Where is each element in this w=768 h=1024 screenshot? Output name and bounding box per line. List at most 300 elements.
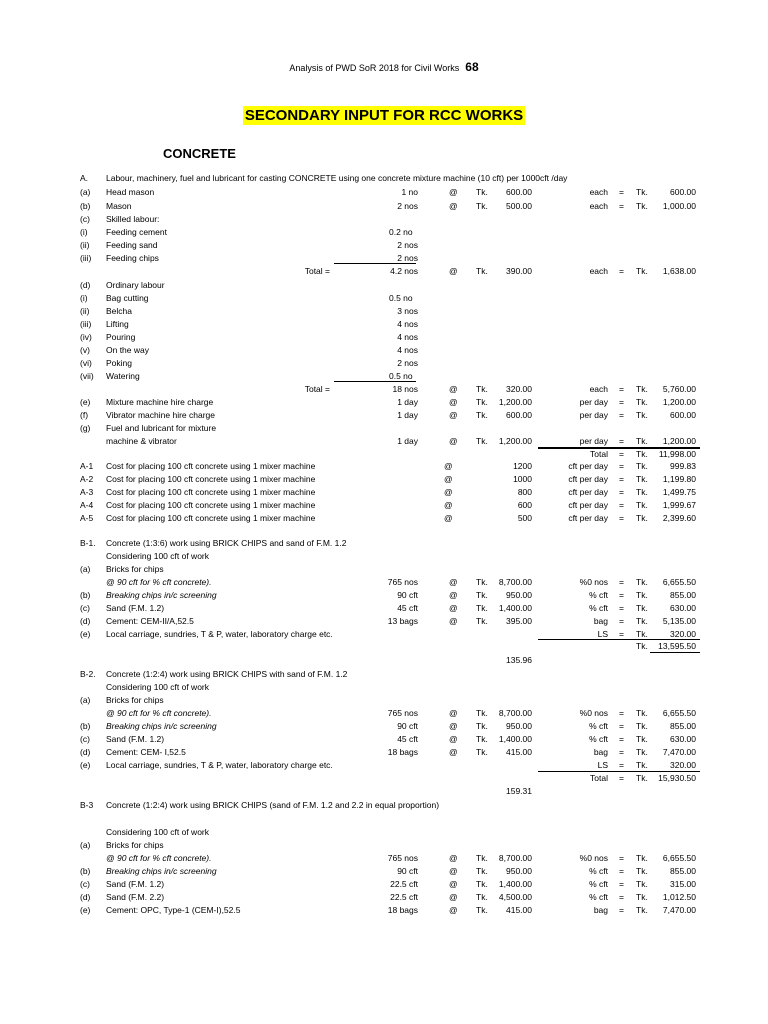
cell-desc: Feeding sand: [106, 240, 158, 250]
cell-code: (i): [80, 293, 88, 303]
cell-code: (a): [80, 187, 91, 197]
table-row: [0, 589, 768, 602]
cell-tk2: Tk.: [636, 187, 648, 197]
cell-rate: 415.00: [506, 747, 532, 757]
cell-eq: =: [619, 629, 624, 639]
rule-line: [538, 771, 700, 772]
cell-rate: 135.96: [506, 655, 532, 665]
cell-desc: Sand (F.M. 1.2): [106, 734, 165, 744]
cell-desc: machine & vibrator: [106, 436, 177, 446]
cell-rate: 600: [517, 500, 532, 510]
cell-rate: 320.00: [506, 384, 532, 394]
cell-at: @: [449, 201, 458, 211]
cell-eq: =: [619, 500, 624, 510]
cell-totl: Total =: [304, 266, 330, 276]
cell-at: @: [449, 397, 458, 407]
cell-unit: cft per day: [568, 500, 608, 510]
cell-desc: Skilled labour:: [106, 214, 160, 224]
cell-tk: Tk.: [476, 892, 488, 902]
cell-at: @: [449, 410, 458, 420]
cell-eq: =: [619, 474, 624, 484]
cell-rate: 1,400.00: [498, 879, 532, 889]
table-row: [0, 550, 768, 563]
cell-desc: @ 90 cft for % cft concrete).: [106, 853, 212, 863]
cell-rate: 415.00: [506, 905, 532, 915]
table-row: [0, 878, 768, 891]
cell-eq: =: [619, 866, 624, 876]
cell-rate: 500: [517, 513, 532, 523]
cell-unit: per day: [579, 410, 608, 420]
cell-code: (c): [80, 879, 90, 889]
cell-at: @: [449, 879, 458, 889]
cell-desc: Cost for placing 100 cft concrete using 1 mixer machine: [106, 474, 316, 484]
cell-qty: 90 cft: [397, 590, 418, 600]
cell-unit: each: [589, 384, 608, 394]
cell-qty: 2 nos: [397, 201, 418, 211]
table-row: [0, 172, 768, 185]
cell-amt: 15,930.50: [658, 773, 696, 783]
rule-line: [650, 652, 700, 653]
cell-qty: 765 nos: [387, 577, 418, 587]
cell-desc: Feeding cement: [106, 227, 167, 237]
cell-unit: % cft: [589, 866, 608, 876]
cell-desc: Cost for placing 100 cft concrete using 1 mixer machine: [106, 487, 316, 497]
cell-rate: 1200: [513, 461, 532, 471]
cell-unit: % cft: [589, 590, 608, 600]
cell-eq: =: [619, 616, 624, 626]
table-row: [0, 409, 768, 422]
cell-amt: 630.00: [670, 734, 696, 744]
cell-amt: 855.00: [670, 721, 696, 731]
cell-tk: Tk.: [476, 734, 488, 744]
cell-code: (iv): [80, 332, 92, 342]
table-row: [0, 799, 768, 812]
cell-rate: 1,400.00: [498, 603, 532, 613]
cell-qty: 4 nos: [397, 332, 418, 342]
table-row: [0, 318, 768, 331]
cell-desc: Cost for placing 100 cft concrete using 1 mixer machine: [106, 500, 316, 510]
cell-eq: =: [619, 747, 624, 757]
cell-tk: Tk.: [476, 266, 488, 276]
section-heading: CONCRETE: [163, 146, 236, 161]
cell-unit: %0 nos: [579, 708, 608, 718]
table-row: [0, 602, 768, 615]
cell-at: @: [449, 708, 458, 718]
cell-desc: Concrete (1:3:6) work using BRICK CHIPS and sand of F.M. 1.2: [106, 538, 347, 548]
table-row: [0, 396, 768, 409]
cell-amt: 6,655.50: [662, 708, 696, 718]
cell-rate: 390.00: [506, 266, 532, 276]
cell-rate: 950.00: [506, 590, 532, 600]
table-row: [0, 654, 768, 667]
cell-tk: Tk.: [476, 590, 488, 600]
cell-unit: Total: [590, 449, 608, 459]
cell-desc: Sand (F.M. 2.2): [106, 892, 165, 902]
cell-amt: 999.83: [670, 461, 696, 471]
cell-amt: 855.00: [670, 590, 696, 600]
cell-code: A-1: [80, 461, 94, 471]
cell-rate: 1000: [513, 474, 532, 484]
cell-tk: Tk.: [476, 747, 488, 757]
cell-rate: 600.00: [506, 187, 532, 197]
cell-qty: 765 nos: [387, 853, 418, 863]
cell-desc: @ 90 cft for % cft concrete).: [106, 708, 212, 718]
cell-tk2: Tk.: [636, 866, 648, 876]
cell-unit: LS: [597, 629, 608, 639]
cell-unit: per day: [579, 436, 608, 446]
cell-qty: 765 nos: [387, 708, 418, 718]
cell-tk: Tk.: [476, 616, 488, 626]
cell-tk: Tk.: [476, 879, 488, 889]
cell-rate: 950.00: [506, 721, 532, 731]
cell-qty: 2 nos: [397, 240, 418, 250]
cell-code: (b): [80, 721, 91, 731]
cell-code: (iii): [80, 253, 92, 263]
cell-desc: Considering 100 cft of work: [106, 551, 209, 561]
cell-unit: cft per day: [568, 474, 608, 484]
cell-desc: Local carriage, sundries, T & P, water, laboratory charge etc.: [106, 760, 333, 770]
cell-qty: 13 bags: [387, 616, 418, 626]
cell-tk2: Tk.: [636, 708, 648, 718]
cell-rate: 600.00: [506, 410, 532, 420]
cell-amt: 630.00: [670, 603, 696, 613]
cell-eq: =: [619, 721, 624, 731]
cell-unit: cft per day: [568, 487, 608, 497]
cell-code: (d): [80, 616, 91, 626]
table-row: [0, 226, 768, 239]
cell-desc: Local carriage, sundries, T & P, water, laboratory charge etc.: [106, 629, 333, 639]
cell-code: (f): [80, 410, 89, 420]
cell-eq: =: [619, 201, 624, 211]
cell-desc: Mixture machine hire charge: [106, 397, 214, 407]
cell-rate: 1,400.00: [498, 734, 532, 744]
rule-line: [334, 263, 416, 264]
cell-at: @: [449, 436, 458, 446]
cell-unit: % cft: [589, 734, 608, 744]
cell-code: (e): [80, 629, 91, 639]
cell-desc: Cost for placing 100 cft concrete using 1 mixer machine: [106, 461, 316, 471]
cell-code: (d): [80, 747, 91, 757]
cell-unit: cft per day: [568, 461, 608, 471]
table-row: [0, 239, 768, 252]
cell-amt: 7,470.00: [662, 905, 696, 915]
cell-eq: =: [619, 487, 624, 497]
cell-eq: =: [619, 397, 624, 407]
cell-desc: Bag cutting: [106, 293, 149, 303]
cell-eq: =: [619, 577, 624, 587]
cell-desc: Bricks for chips: [106, 840, 164, 850]
cell-desc: Fuel and lubricant for mixture: [106, 423, 217, 433]
cell-tk: Tk.: [476, 384, 488, 394]
cell-tk2: Tk.: [636, 266, 648, 276]
cell-code: (i): [80, 227, 88, 237]
cell-qty: 18 bags: [387, 747, 418, 757]
cell-eq: =: [619, 905, 624, 915]
cell-code: (e): [80, 760, 91, 770]
cell-desc: Lifting: [106, 319, 129, 329]
table-row: [0, 357, 768, 370]
cell-qty: 18 bags: [387, 905, 418, 915]
cell-eq: =: [619, 760, 624, 770]
cell-qty: 1 day: [397, 436, 418, 446]
cell-code: (ii): [80, 306, 90, 316]
cell-eq: =: [619, 266, 624, 276]
cell-amt: 13,595.50: [658, 641, 696, 651]
cell-at: @: [449, 603, 458, 613]
cell-totl: Total =: [304, 384, 330, 394]
cell-code: (b): [80, 201, 91, 211]
cell-amt: 7,470.00: [662, 747, 696, 757]
table-row: [0, 694, 768, 707]
table-row: [0, 213, 768, 226]
cell-at: @: [449, 853, 458, 863]
cell-rate: 8,700.00: [498, 853, 532, 863]
cell-at: @: [449, 577, 458, 587]
cell-eq: =: [619, 879, 624, 889]
cell-code: (vi): [80, 358, 92, 368]
cell-eq: =: [619, 892, 624, 902]
cell-eq: =: [619, 708, 624, 718]
cell-desc: Breaking chips in/c screening: [106, 721, 217, 731]
table-row: [0, 826, 768, 839]
cell-code: (a): [80, 564, 91, 574]
cell-code: (c): [80, 603, 90, 613]
cell-qty: 4.2 nos: [390, 266, 418, 276]
cell-desc: Ordinary labour: [106, 280, 165, 290]
cell-desc: Cement: CEM-II/A,52.5: [106, 616, 194, 626]
cell-amt: 6,655.50: [662, 853, 696, 863]
cell-desc: Head mason: [106, 187, 155, 197]
table-row: [0, 344, 768, 357]
cell-desc: Bricks for chips: [106, 695, 164, 705]
table-row: [0, 668, 768, 681]
cell-code: A-4: [80, 500, 94, 510]
table-row: [0, 839, 768, 852]
cell-qty: 3 nos: [397, 306, 418, 316]
cell-tk: Tk.: [476, 853, 488, 863]
cell-desc: Cement: OPC, Type-1 (CEM-I),52.5: [106, 905, 241, 915]
table-row: [0, 486, 768, 499]
cell-amt: 600.00: [670, 410, 696, 420]
cell-desc: Vibrator machine hire charge: [106, 410, 215, 420]
cell-unit: % cft: [589, 603, 608, 613]
running-title: Analysis of PWD SoR 2018 for Civil Works: [289, 63, 460, 73]
cell-qty: 2 nos: [397, 358, 418, 368]
cell-qty: 18 nos: [392, 384, 418, 394]
table-row: [0, 186, 768, 199]
cell-desc: Bricks for chips: [106, 564, 164, 574]
cell-tk2: Tk.: [636, 487, 648, 497]
table-row: [0, 563, 768, 576]
cell-rate: 4,500.00: [498, 892, 532, 902]
rule-line: [538, 639, 700, 640]
cell-tk2: Tk.: [636, 201, 648, 211]
cell-tk2: Tk.: [636, 410, 648, 420]
cell-amt: 5,135.00: [662, 616, 696, 626]
cell-code: (d): [80, 280, 91, 290]
rule-line: [538, 447, 700, 449]
table-row: [0, 785, 768, 798]
cell-code: (ii): [80, 240, 90, 250]
cell-desc: Considering 100 cft of work: [106, 827, 209, 837]
cell-rate: 395.00: [506, 616, 532, 626]
table-row: [0, 499, 768, 512]
cell-at: @: [449, 187, 458, 197]
cell-at: @: [449, 616, 458, 626]
cell-tk: Tk.: [476, 721, 488, 731]
cell-unit: Total: [590, 773, 608, 783]
cell-unit: each: [589, 187, 608, 197]
cell-tk2: Tk.: [636, 892, 648, 902]
cell-tk2: Tk.: [636, 773, 648, 783]
cell-unit: each: [589, 201, 608, 211]
cell-tk2: Tk.: [636, 397, 648, 407]
cell-tk2: Tk.: [636, 734, 648, 744]
table-row: [0, 512, 768, 525]
table-row: [0, 383, 768, 396]
cell-unit: % cft: [589, 879, 608, 889]
running-header: [0, 60, 768, 74]
cell-tk2: Tk.: [636, 721, 648, 731]
cell-code: (vii): [80, 371, 94, 381]
cell-qty: 4 nos: [397, 319, 418, 329]
table-row: [0, 422, 768, 435]
cell-unit: bag: [593, 616, 608, 626]
page-title: [0, 107, 768, 125]
cell-unit: % cft: [589, 721, 608, 731]
cell-rate: 1,200.00: [498, 397, 532, 407]
cell-amt: 6,655.50: [662, 577, 696, 587]
table-row: [0, 279, 768, 292]
table-row: [0, 904, 768, 917]
cell-eq: =: [619, 449, 624, 459]
cell-unit: per day: [579, 397, 608, 407]
cell-code: A-2: [80, 474, 94, 484]
cell-atr: @: [444, 487, 453, 497]
cell-amt: 5,760.00: [662, 384, 696, 394]
cell-unit: bag: [593, 905, 608, 915]
table-row: [0, 707, 768, 720]
cell-amt: 1,999.67: [662, 500, 696, 510]
cell-desc: Cost for placing 100 cft concrete using 1 mixer machine: [106, 513, 316, 523]
cell-desc: On the way: [106, 345, 149, 355]
cell-tk2: Tk.: [636, 500, 648, 510]
cell-at: @: [449, 734, 458, 744]
cell-desc: Poking: [106, 358, 132, 368]
cell-unit: LS: [597, 760, 608, 770]
cell-tk2: Tk.: [636, 590, 648, 600]
table-row: [0, 200, 768, 213]
cell-desc: Considering 100 cft of work: [106, 682, 209, 692]
cell-eq: =: [619, 590, 624, 600]
cell-desc: Mason: [106, 201, 132, 211]
cell-eq: =: [619, 187, 624, 197]
cell-tk2: Tk.: [636, 879, 648, 889]
cell-amt: 315.00: [670, 879, 696, 889]
cell-tk: Tk.: [476, 436, 488, 446]
cell-tk: Tk.: [476, 187, 488, 197]
cell-unit: %0 nos: [579, 853, 608, 863]
cell-atr: @: [444, 474, 453, 484]
cell-code: (iii): [80, 319, 92, 329]
cell-qty: 45 cft: [397, 734, 418, 744]
cell-code: (e): [80, 397, 91, 407]
cell-tk2: Tk.: [636, 577, 648, 587]
cell-amt: 600.00: [670, 187, 696, 197]
cell-code: (v): [80, 345, 90, 355]
cell-code: A-5: [80, 513, 94, 523]
table-row: [0, 576, 768, 589]
table-row: [0, 615, 768, 628]
cell-tk2: Tk.: [636, 436, 648, 446]
cell-desc: Feeding chips: [106, 253, 159, 263]
cell-code: (g): [80, 423, 91, 433]
cell-eq: =: [619, 513, 624, 523]
cell-amt: 1,012.50: [662, 892, 696, 902]
cell-tk: Tk.: [476, 866, 488, 876]
cell-qty: 1 day: [397, 397, 418, 407]
cell-unit: %0 nos: [579, 577, 608, 587]
cell-desc: Concrete (1:2:4) work using BRICK CHIPS (sand of F.M. 1.2 and 2.2 in equal proportion): [106, 800, 440, 810]
cell-code: (a): [80, 695, 91, 705]
table-row: [0, 292, 768, 305]
table-row: [0, 473, 768, 486]
cell-tk: Tk.: [476, 201, 488, 211]
cell-eq: =: [619, 436, 624, 446]
cell-code: A.: [80, 173, 89, 183]
cell-atr: @: [444, 461, 453, 471]
cell-rate: 500.00: [506, 201, 532, 211]
cell-code: (d): [80, 892, 91, 902]
cell-eq: =: [619, 773, 624, 783]
cell-code: A-3: [80, 487, 94, 497]
cell-desc: Pouring: [106, 332, 136, 342]
cell-at: @: [449, 384, 458, 394]
cell-code: (c): [80, 734, 90, 744]
cell-qtyl: 0.5 no: [389, 371, 413, 381]
page-number: 68: [465, 60, 479, 74]
cell-code: (e): [80, 905, 91, 915]
cell-amt: 1,499.75: [662, 487, 696, 497]
cell-qty: 90 cft: [397, 721, 418, 731]
cell-qty: 90 cft: [397, 866, 418, 876]
table-row: [0, 681, 768, 694]
cell-tk2: Tk.: [636, 616, 648, 626]
cell-amt: 1,199.80: [662, 474, 696, 484]
cell-amt: 1,638.00: [662, 266, 696, 276]
cell-eq: =: [619, 734, 624, 744]
cell-tk2: Tk.: [636, 905, 648, 915]
cell-tk: Tk.: [476, 603, 488, 613]
cell-tk2: Tk.: [636, 747, 648, 757]
cell-code: (b): [80, 866, 91, 876]
table-row: [0, 746, 768, 759]
table-row: [0, 865, 768, 878]
cell-tk2: Tk.: [636, 603, 648, 613]
cell-desc: Sand (F.M. 1.2): [106, 879, 165, 889]
page-title-text: SECONDARY INPUT FOR RCC WORKS: [244, 107, 524, 124]
table-row: [0, 852, 768, 865]
cell-amt: 320.00: [670, 760, 696, 770]
cell-eq: =: [619, 603, 624, 613]
cell-amt: 855.00: [670, 866, 696, 876]
cell-code: (a): [80, 840, 91, 850]
cell-amt: 1,000.00: [662, 201, 696, 211]
cell-eq: =: [619, 410, 624, 420]
cell-qty: 4 nos: [397, 345, 418, 355]
cell-qtyl: 0.5 no: [389, 293, 413, 303]
table-row: [0, 733, 768, 746]
